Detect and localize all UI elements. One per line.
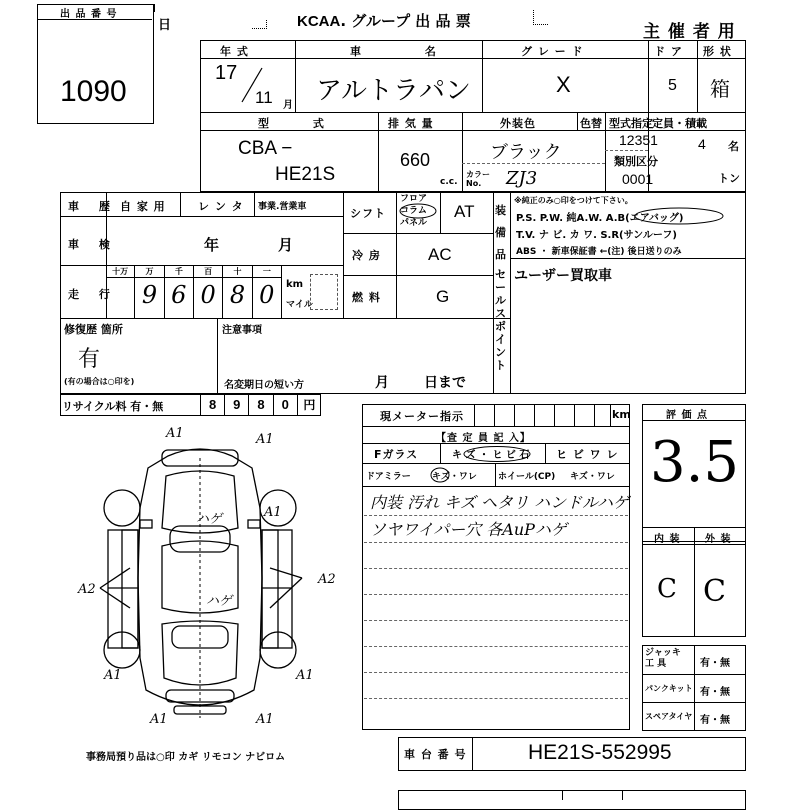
organizer-label: 主 催 者 用	[643, 22, 736, 42]
mirror-options: キズ・ワレ	[432, 472, 477, 482]
recycle-digit: 9	[224, 394, 248, 416]
repair-value: 有	[78, 347, 101, 372]
history-business: 事業.営業車	[258, 202, 307, 212]
odometer-digit-label: 十万	[112, 267, 129, 276]
shift-value: AT	[454, 202, 475, 221]
glass-options: キ ズ ・ ヒ ビ 石	[452, 450, 530, 461]
fuel-value: G	[436, 287, 450, 306]
jack-options: 有・無	[700, 658, 730, 669]
lot-number-box	[37, 4, 154, 124]
interior-grade: C	[657, 574, 677, 604]
chassis-label: 車 台 番 号	[404, 748, 467, 761]
meter-label: 現メーター指示	[380, 410, 464, 423]
inspection-month: 月	[278, 236, 295, 254]
grade-value: X	[556, 72, 571, 97]
ac-label: 冷 房	[352, 249, 381, 262]
color-code: ZJ3	[506, 168, 538, 189]
mark-roof-word: ハゲ	[206, 594, 233, 609]
spare-options: 有・無	[700, 715, 730, 726]
jack-label: ジャッキ 工 具	[645, 648, 681, 669]
mark-bottom-right: A1	[256, 712, 274, 727]
displacement-value: 660	[400, 150, 431, 170]
capacity-unit: 名	[728, 140, 740, 153]
body-label: 形 状	[703, 45, 732, 58]
name-change-label: 名変期日の短い方	[224, 380, 304, 391]
bottom-row	[398, 790, 746, 810]
fuel-label: 燃 料	[352, 291, 381, 304]
lot-number: 1090	[60, 75, 127, 108]
name-change-day: 日まで	[424, 375, 466, 391]
fglass-label: Fガラス	[374, 448, 419, 461]
color-no-label: カラー No.	[466, 170, 490, 188]
sales-point-text: ユーザー買取車	[514, 268, 612, 284]
mark-front-left: A1	[166, 426, 184, 441]
odometer-cell	[135, 265, 164, 318]
spare-label: スペアタイヤ	[645, 712, 693, 721]
recycle-digit: 0	[273, 394, 297, 416]
inspection-year: 年	[204, 236, 221, 254]
chassis-number: HE21S-552995	[528, 741, 672, 764]
title-brand: KCAA	[297, 13, 341, 30]
car-name: アルトラパン	[316, 76, 471, 106]
form-title	[297, 10, 471, 31]
odometer-digit-label: 万	[145, 267, 154, 276]
name-change-month: 月	[375, 375, 390, 391]
rating-score: 3.5	[650, 430, 740, 495]
equipment-line2: T.V. ナ ビ. カ ワ. S.R(サンルーフ)	[516, 230, 677, 241]
shift-column-circle	[398, 202, 438, 220]
km-unit: km	[286, 279, 304, 290]
capacity-label: 定員・積載	[652, 117, 707, 130]
odometer-cell	[253, 265, 282, 318]
grade-label: グ レ ー ド	[521, 45, 584, 58]
notes-label: 注意事項	[222, 325, 262, 336]
recycle-label: リサイクル料 有・無	[62, 400, 164, 413]
car-name-label: 車 名	[350, 45, 466, 58]
cc-unit: c.c.	[440, 177, 458, 187]
equipment-line1: P.S. P.W. 純A.W. A.B(エアバッグ)	[516, 213, 684, 224]
odometer-digit: 0	[200, 281, 216, 309]
mark-hood-word: ハゲ	[196, 512, 223, 527]
year-label: 年 式	[220, 45, 249, 58]
meter-km-unit: km	[612, 408, 631, 421]
puncture-label: パンクキット	[645, 684, 693, 693]
odometer-digit: 8	[229, 281, 246, 309]
sales-point-label: セールスポイント	[495, 268, 507, 372]
history-rental: レ ン タ	[198, 200, 244, 213]
odometer-cell	[194, 265, 223, 318]
mark-rear-right: A1	[296, 668, 314, 683]
interior-label: 内 装	[654, 534, 681, 545]
displacement-label: 排 気 量	[388, 117, 434, 130]
recycle-digit: 8	[248, 394, 272, 416]
car-diagram	[70, 428, 330, 738]
mark-rear-left: A1	[104, 668, 122, 683]
equipment-note: ※純正のみ○印をつけて下さい。	[514, 196, 633, 205]
odometer-cell	[223, 265, 252, 318]
wheel-label: ホイール(CP)	[498, 472, 556, 482]
history-private: 自 家 用	[120, 200, 166, 213]
mark-left-side: A2	[78, 582, 96, 597]
odometer-cell	[106, 265, 135, 318]
year-value: 17	[215, 62, 238, 84]
equipment-line3: ABS ・ 新車保証書 ←(注) 後日送りのみ	[516, 247, 682, 257]
repair-label: 修復歴 箇所	[64, 323, 123, 336]
equipment-label: 装 備 品	[495, 204, 507, 261]
mark-right-front: A1	[264, 505, 282, 520]
ac-value: AC	[428, 245, 452, 264]
body-value: 箱	[710, 77, 730, 101]
mark-front-right: A1	[256, 432, 274, 447]
odometer-digit: 9	[141, 281, 158, 309]
exterior-label: 外 装	[705, 534, 732, 545]
doors-label: ド ア	[654, 45, 683, 58]
title-text: . グループ 出 品 票	[340, 12, 471, 30]
model-label: 型 式	[258, 117, 344, 130]
repair-note: (有の場合は○印を)	[64, 377, 135, 386]
doors-value: 5	[668, 77, 677, 94]
chip-circle	[462, 445, 532, 463]
model-code: HE21S	[275, 164, 336, 185]
mark-bottom-left: A1	[150, 712, 168, 727]
puncture-options: 有・無	[700, 687, 730, 698]
recycle-digit: 8	[200, 394, 224, 416]
recycle-digits	[200, 394, 321, 416]
category-label: 類別区分	[614, 155, 658, 168]
remark-line-1: 内装 汚れ キズ ヘタリ ハンドルハゲ	[370, 493, 629, 512]
diagram-footer: 事務局預り品は○印 カギ リモコン ナビロム	[86, 752, 286, 763]
recycle-unit: 円	[297, 394, 321, 416]
type-designation-label: 型式指定	[609, 117, 653, 130]
airbag-circle	[634, 206, 724, 226]
color-change-label: 色替	[580, 117, 602, 130]
odometer-digit: 6	[171, 281, 187, 309]
shift-option-panel: パネル	[400, 218, 428, 228]
exterior-grade: C	[703, 574, 726, 609]
category-value: 0001	[622, 171, 654, 187]
history-label: 車 歴	[68, 200, 118, 213]
color-label: 外装色	[500, 117, 536, 130]
odometer-digit-label: 千	[174, 267, 183, 276]
mileage-label: 走 行	[68, 288, 118, 301]
wheel-options: キズ・ワレ	[570, 472, 615, 482]
remark-line-2: ソヤワイパー穴 各AuPハゲ	[370, 520, 567, 539]
shift-option-column: コラム	[400, 206, 427, 216]
load-unit: トン	[718, 172, 740, 185]
capacity-value: 4	[698, 136, 706, 152]
odometer-digit: 0	[259, 281, 275, 309]
crack-label: ヒ ビ ワ レ	[556, 448, 619, 461]
mirror-scratch-circle	[430, 466, 450, 484]
shift-option-floor: フロア	[400, 194, 428, 204]
odometer-digit-label: 十	[233, 267, 242, 276]
odometer	[106, 265, 282, 318]
color-value: ブラック	[490, 142, 562, 163]
lot-number-label: 出 品 番 号	[60, 9, 118, 20]
model-prefix: CBA −	[238, 138, 293, 159]
inspector-section-label: 【査 定 員 記 入】	[436, 433, 531, 444]
month-value: 11	[255, 88, 273, 107]
odometer-digit-label: 百	[204, 267, 213, 276]
day-label: 日	[158, 18, 173, 33]
inspection-label: 車 検	[68, 238, 118, 251]
shift-label: シフト	[350, 207, 386, 220]
odometer-digit-label: 一	[262, 267, 271, 276]
mark-right-side: A2	[318, 572, 336, 587]
mile-unit: マイル	[286, 300, 313, 310]
mirror-label: ドアミラー	[366, 472, 411, 482]
odometer-cell	[165, 265, 194, 318]
type-designation: 12351	[619, 132, 658, 148]
rating-label: 評 価 点	[666, 410, 708, 421]
month-unit: 月	[283, 100, 293, 111]
